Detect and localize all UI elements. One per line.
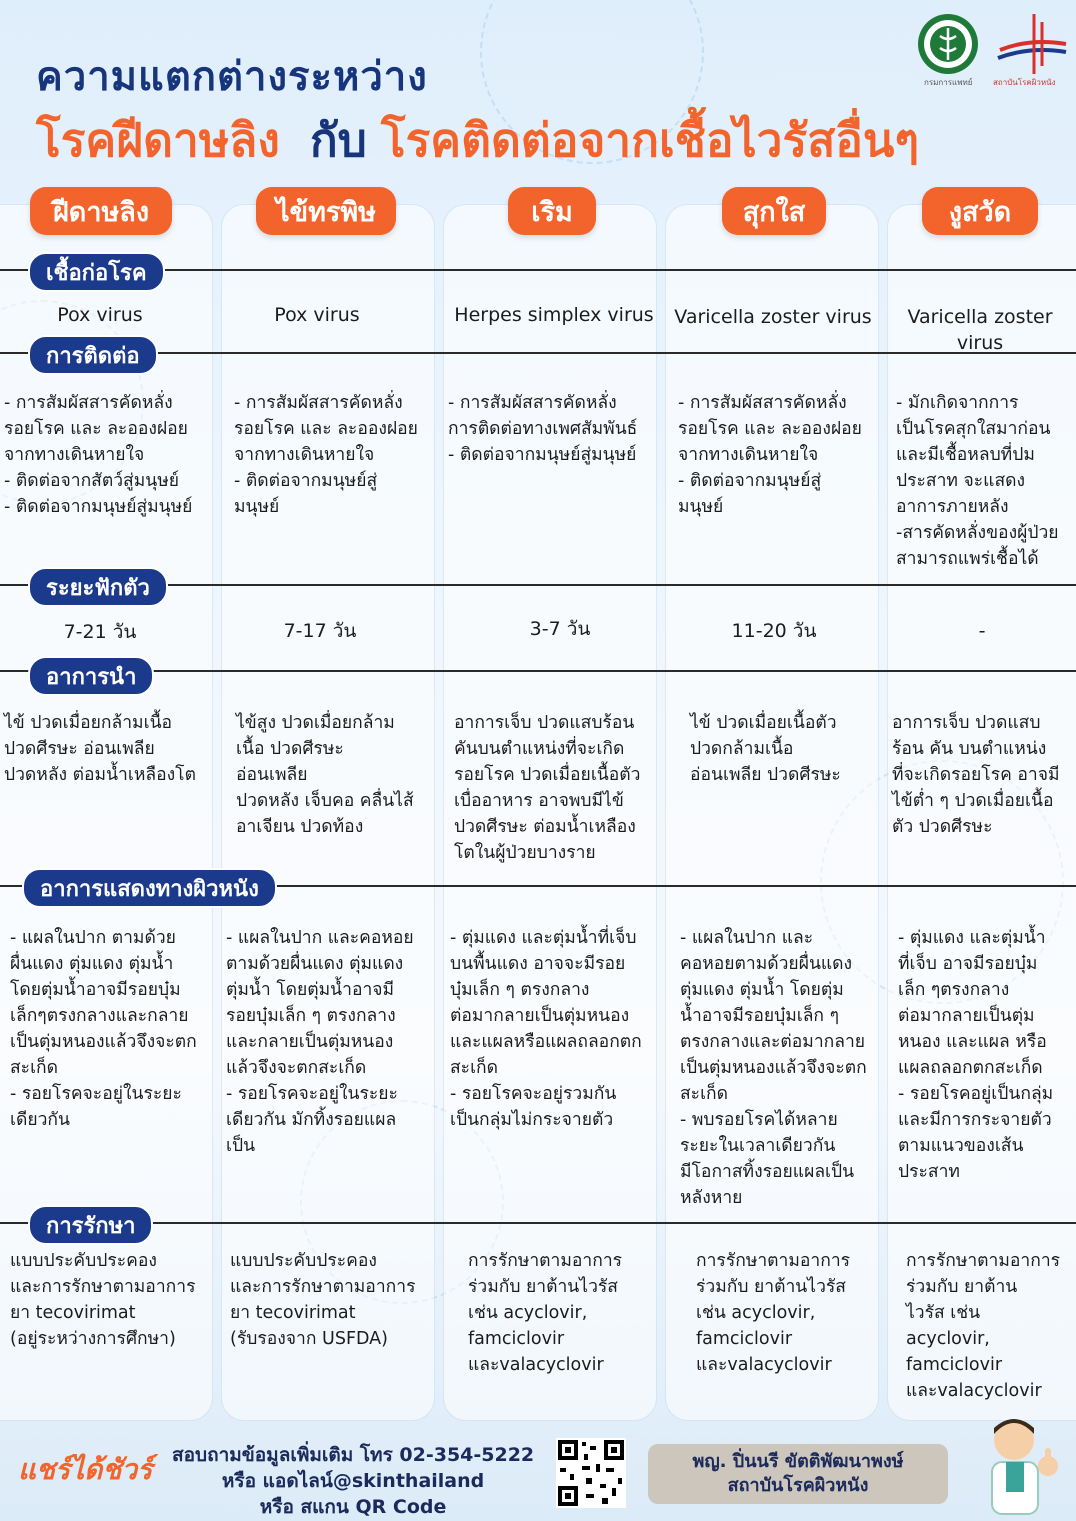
pathogen-shingles: Varicella zoster virus (907, 306, 1053, 354)
qr-code[interactable] (556, 1438, 626, 1508)
section-transmission: การติดต่อ (28, 335, 158, 375)
skin-herpes: - ตุ่มแดง และตุ่มน้ำที่เจ็บ บนพื้นแดง อาจจะมีรอย บุ๋มเล็ก ๆ ตรงกลาง ต่อมากลายเป็นตุ่มหนอง และแผลหรือแผลถลอกตก สะเก็ด - รอยโรคจะอยู่รวมกัน เป็นกลุ่มไม่กระจายตัว (450, 928, 642, 1130)
pathogen-monkeypox: Pox virus (57, 304, 143, 326)
prodrome-monkeypox: ไข้ ปวดเมื่อยกล้ามเนื้อ ปวดศีรษะ อ่อนเพลีย ปวดหลัง ต่อมน้ำเหลืองโต (4, 713, 196, 785)
brand-share-sure: แชร์ได้ชัวร์ (18, 1453, 153, 1486)
section-skin: อาการแสดงทางผิวหนัง (22, 868, 277, 908)
title-monkeypox: โรคฝีดาษลิง (36, 113, 280, 167)
contact-info: สอบถามข้อมูลเพิ่มเติม โทร 02-354-5222 หรือ แอดไลน์@skinthailand หรือ สแกน QR Code (172, 1444, 535, 1518)
header-smallpox: ไข้ทรพิษ (256, 187, 396, 235)
incubation-shingles: - (978, 620, 986, 642)
transmission-chickenpox: - การสัมผัสสารคัดหลั่ง รอยโรค และ ละอองฝอย จากทางเดินหายใจ - ติดต่อจากมนุษย์สู่ มนุษย์ (678, 393, 862, 517)
header-shingles: งูสวัด (922, 187, 1038, 235)
incubation-herpes: 3-7 วัน (529, 618, 591, 640)
page-title-line1: ความแตกต่างระหว่าง (36, 54, 428, 100)
section-treatment: การรักษา (28, 1205, 153, 1245)
skin-chickenpox: - แผลในปาก และ คอหอยตามด้วยผื่นแดง ตุ่มแดง ตุ่มน้ำ โดยตุ่ม น้ำอาจมีรอยบุ๋มเล็ก ๆ ตรงกลางและต่อมากลาย เป็นตุ่มหนองแล้วจึงจะตก สะเก็ด - พบรอยโรคได้หลาย ระยะในเวลาเดียวกัน มีโอกาสทิ้งรอยแผลเป็น หลังหาย (680, 928, 867, 1208)
prodrome-herpes: อาการเจ็บ ปวดแสบร้อน คันบนตำแหน่งที่จะเกิด รอยโรค ปวดเมื่อยเนื้อตัว เบื่ออาหาร อาจพบมีไข้ ปวดศีรษะ ต่อมน้ำเหลือง โตในผู้ป่วยบางราย (454, 713, 641, 863)
skin-shingles: - ตุ่มแดง และตุ่มน้ำ ที่เจ็บ อาจมีรอยบุ๋ม เล็ก ๆตรงกลาง ต่อมากลายเป็นตุ่ม หนอง และแผล หรือ แผลถลอกตกสะเก็ด - รอยโรคอยู่เป็นกลุ่ม และมีการกระจายตัว ตามแนวของเส้น ประสาท (898, 928, 1054, 1182)
incubation-monkeypox: 7-21 วัน (63, 621, 137, 643)
pathogen-smallpox: Pox virus (274, 304, 360, 326)
treatment-herpes: การรักษาตามอาการ ร่วมกับ ยาต้านไวรัส เช่น acyclovir, famciclovir และvalacyclovir (468, 1251, 623, 1375)
institute-name: สถาบันโรคผิวหนัง (727, 1475, 869, 1496)
treatment-monkeypox: แบบประคับประคอง และการรักษาตามอาการ ยา tecovirimat (อยู่ระหว่างการศึกษา) (10, 1251, 196, 1349)
incubation-smallpox: 7-17 วัน (283, 620, 357, 642)
section-pathogen: เชื้อก่อโรค (28, 252, 165, 292)
transmission-herpes: - การสัมผัสสารคัดหลั่ง การติดต่อทางเพศสัมพันธ์ - ติดต่อจากมนุษย์สู่มนุษย์ (448, 393, 638, 465)
incubation-chickenpox: 11-20 วัน (731, 620, 817, 642)
doctor-mascot-icon (966, 1410, 1066, 1520)
treatment-shingles: การรักษาตามอาการ ร่วมกับ ยาต้าน ไวรัส เช่น acyclovir, famciclovir และvalacyclovir (906, 1251, 1061, 1401)
section-incubation: ระยะฟักตัว (28, 567, 168, 607)
prodrome-smallpox: ไข้สูง ปวดเมื่อยกล้าม เนื้อ ปวดศีรษะ อ่อนเพลีย ปวดหลัง เจ็บคอ คลื่นไส้ อาเจียน ปวดท้อง (236, 713, 414, 837)
signature-banner (648, 1444, 948, 1504)
treatment-smallpox: แบบประคับประคอง และการรักษาตามอาการ ยา tecovirimat (รับรองจาก USFDA) (230, 1251, 416, 1349)
skin-monkeypox: - แผลในปาก ตามด้วย ผื่นแดง ตุ่มแดง ตุ่มน้ำ โดยตุ่มน้ำอาจมีรอยบุ๋ม เล็กๆตรงกลางและกลาย เป็นตุ่มหนองแล้วจึงจะตก สะเก็ด - รอยโรคจะอยู่ในระยะ เดียวกัน (10, 928, 197, 1130)
pathogen-herpes: Herpes simplex virus (454, 304, 654, 326)
transmission-shingles: - มักเกิดจากการ เป็นโรคสุกใสมาก่อน และมีเชื้อหลบที่ปม ประสาท จะแสดง อาการภายหลัง -สารคัดหลั่งของผู้ป่วย สามารถแพร่เชื้อได้ (896, 393, 1059, 569)
divider (0, 670, 1076, 672)
title-other-viruses: โรคติดต่อจากเชื้อไวรัสอื่นๆ (380, 113, 920, 167)
transmission-monkeypox: - การสัมผัสสารคัดหลั่ง รอยโรค และ ละอองฝอย จากทางเดินหายใจ - ติดต่อจากสัตว์สู่มนุษย์ - ติดต่อจากมนุษย์สู่มนุษย์ (4, 393, 193, 517)
divider (0, 1222, 1076, 1224)
header-herpes: เริม (508, 187, 596, 235)
skin-smallpox: - แผลในปาก และคอหอย ตามด้วยผื่นแดง ตุ่มแดง ตุ่มน้ำ โดยตุ่มน้ำอาจมี รอยบุ๋มเล็ก ๆ ตรงกลาง และกลายเป็นตุ่มหนอง แล้วจึงจะตกสะเก็ด - รอยโรคจะอยู่ในระยะ เดียวกัน มักทิ้งรอยแผล เป็น (226, 928, 414, 1156)
title-with: กับ (309, 113, 367, 167)
column-chickenpox (666, 205, 878, 1420)
page-title-line2 (36, 104, 919, 177)
transmission-smallpox: - การสัมผัสสารคัดหลั่ง รอยโรค และ ละอองฝอย จากทางเดินหายใจ - ติดต่อจากมนุษย์สู่ มนุษย์ (234, 393, 418, 517)
prodrome-chickenpox: ไข้ ปวดเมื่อยเนื้อตัว ปวดกล้ามเนื้อ อ่อนเพลีย ปวดศีรษะ (690, 713, 841, 785)
section-prodrome: อาการนำ (28, 656, 154, 696)
pathogen-chickenpox: Varicella zoster virus (674, 306, 872, 328)
treatment-chickenpox: การรักษาตามอาการ ร่วมกับ ยาต้านไวรัส เช่น acyclovir, famciclovir และvalacyclovir (696, 1251, 851, 1375)
logo2-caption: สถาบันโรคผิวหนัง (993, 78, 1056, 87)
doctor-name: พญ. ปิ่นนรี ขัตติพัฒนาพงษ์ (692, 1451, 904, 1472)
prodrome-shingles: อาการเจ็บ ปวดแสบ ร้อน คัน บนตำแหน่ง ที่จะเกิดรอยโรค อาจมี ไข้ต่ำ ๆ ปวดเมื่อยเนื้อ ตัว ปวดศีรษะ (892, 713, 1060, 837)
header-chickenpox: สุกใส (722, 187, 826, 235)
header-monkeypox: ฝีดาษลิง (30, 187, 172, 235)
logo1-caption: กรมการแพทย์ (924, 78, 973, 87)
